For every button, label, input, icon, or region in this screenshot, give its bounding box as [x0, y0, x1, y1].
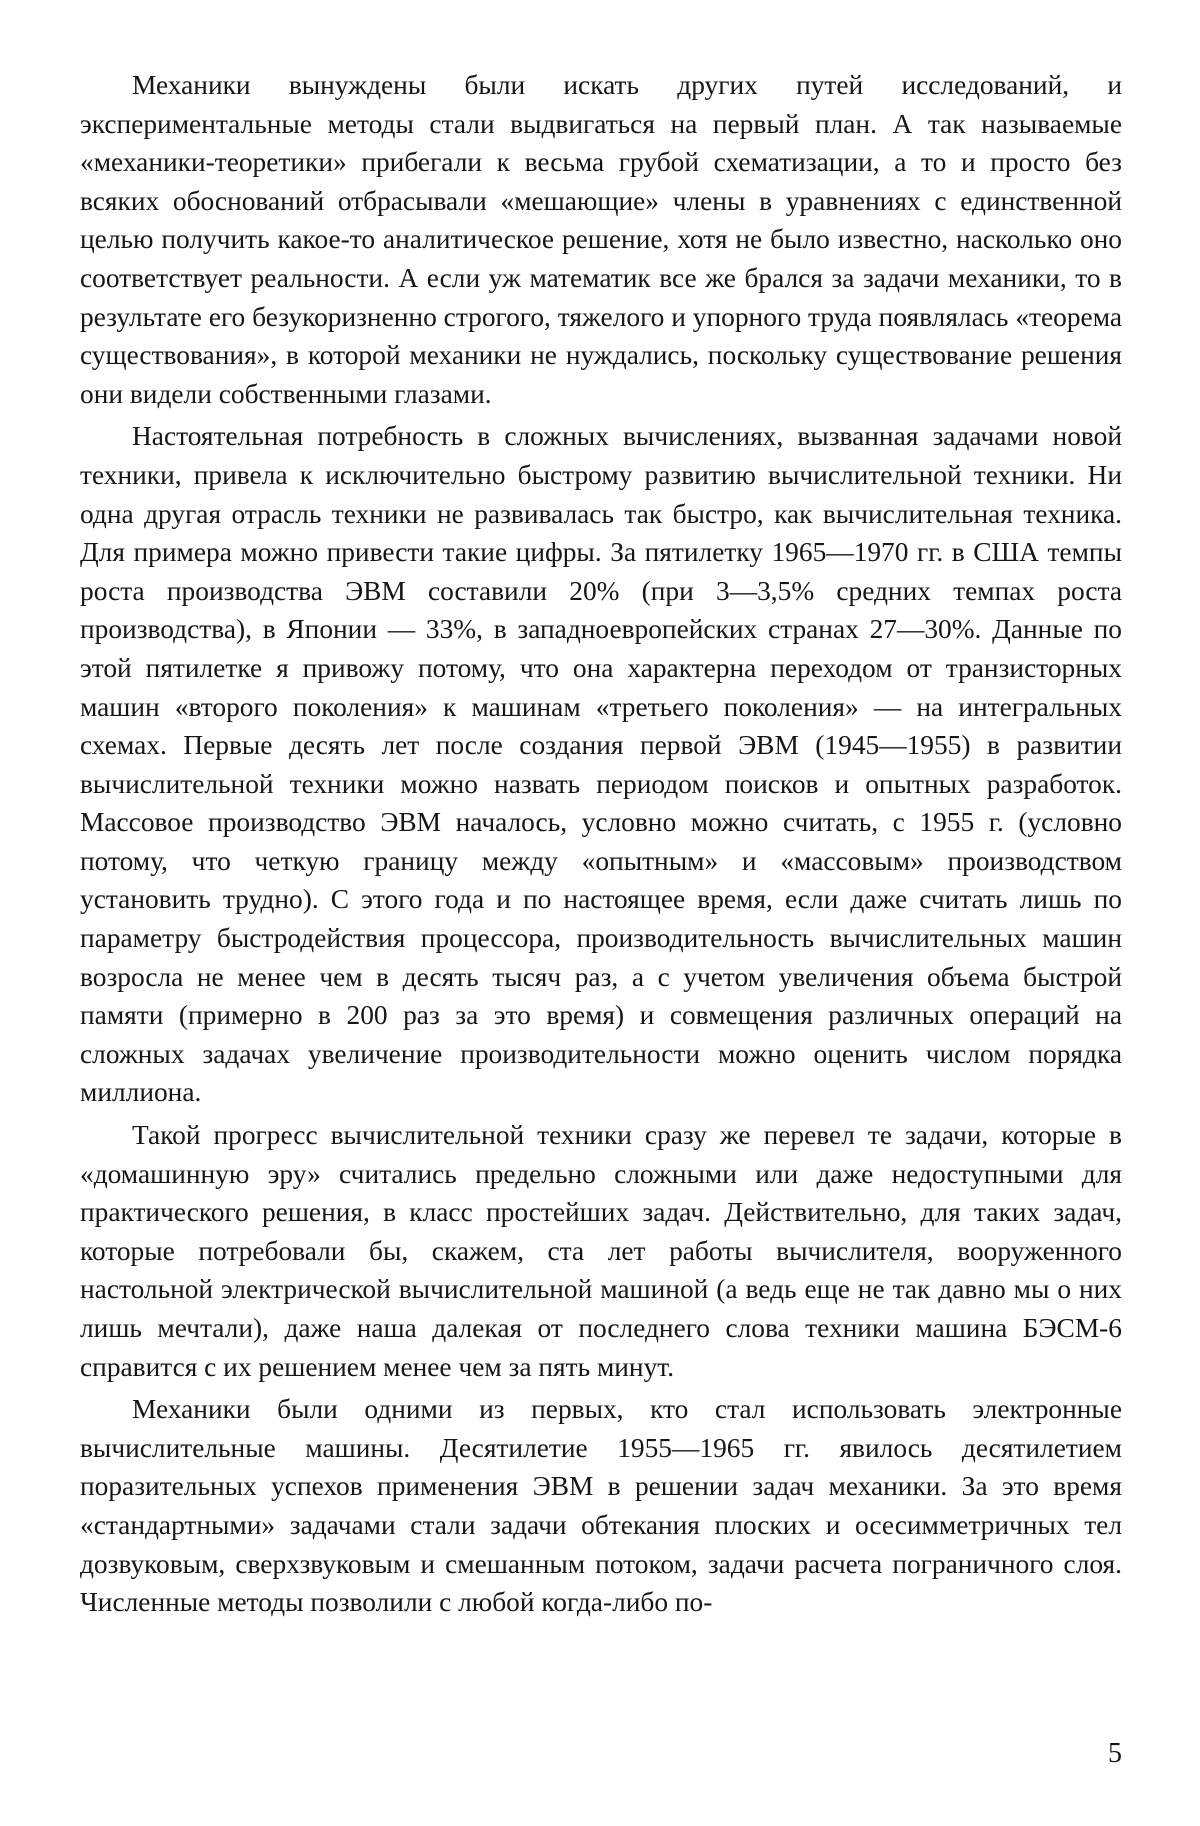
paragraph-2: Настоятельная потребность в сложных вычислениях, вызванная задачами новой техники, привела к исключительно быстрому развитию вычислительной техники. Ни одна другая отрасль техники не развивалась так быстро, как вычислительная техника. Для примера можно привести такие цифры. За пятилетку 1965—1970 гг. в США темпы роста производства ЭВМ составили 20% (при 3—3,5% средних темпах роста производства), в Японии — 33%, в западноевропейских странах 27—30%. Данные по этой пятилетке я привожу потому, что она характерна переходом от транзисторных машин «второго поколения» к машинам «третьего поколения» — на интегральных схемах. Первые десять лет после создания первой ЭВМ (1945—1955) в развитии вычислительной техники можно назвать периодом поисков и опытных разработок. Массовое производство ЭВМ началось, условно можно считать, с 1955 г. (условно потому, что четкую границу между «опытным» и «массовым» производством установить трудно). С этого года и по настоящее время, если даже считать лишь по параметру быстродействия процессора, производительность вычислительных машин возросла не менее чем в десять тысяч раз, а с учетом увеличения объема быстрой памяти (примерно в 200 раз за это время) и совмещения различных операций на сложных задачах увеличение производительности можно оценить числом порядка миллиона.: [80, 421, 1122, 1108]
paragraph-1: Механики вынуждены были искать других путей исследований, и экспериментальные методы стали выдвигаться на первый план. А так называемые «механики-теоретики» прибегали к весьма грубой схематизации, а то и просто без всяких обоснований отбрасывали «мешающие» члены в уравнениях с единственной целью получить какое-то аналитическое решение, хотя не было известно, насколько оно соответствует реальности. А если уж математик все же брался за задачи механики, то в результате его безукоризненно строгого, тяжелого и упорного труда появлялась «теорема существования», в которой механики не нуждались, поскольку существование решения они видели собственными глазами.: [80, 70, 1122, 409]
paragraph-4: Механики были одними из первых, кто стал использовать электронные вычислительные машины. Десятилетие 1955—1965 гг. явилось десятилетием поразительных успехов применения ЭВМ в решении задач механики. За это время «стандартными» задачами стали задачи обтекания плоских и осесимметричных тел дозвуковым, сверхзвуковым и смешанным потоком, задачи расчета пограничного слоя. Численные методы позволили с любой когда-либо по-: [80, 1394, 1122, 1618]
page-number: 5: [1108, 1738, 1122, 1769]
page-text: [80, 66, 1122, 1626]
paragraph-3: Такой прогресс вычислительной техники сразу же перевел те задачи, которые в «домашинную эру» считались предельно сложными или даже недоступными для практического решения, в класс простейших задач. Действительно, для таких задач, которые потребовали бы, скажем, ста лет работы вычислителя, вооруженного настольной электрической вычислительной машиной (а ведь еще не так давно мы о них лишь мечтали), даже наша далекая от последнего слова техники машина БЭСМ-6 справится с их решением менее чем за пять минут.: [80, 1120, 1122, 1382]
